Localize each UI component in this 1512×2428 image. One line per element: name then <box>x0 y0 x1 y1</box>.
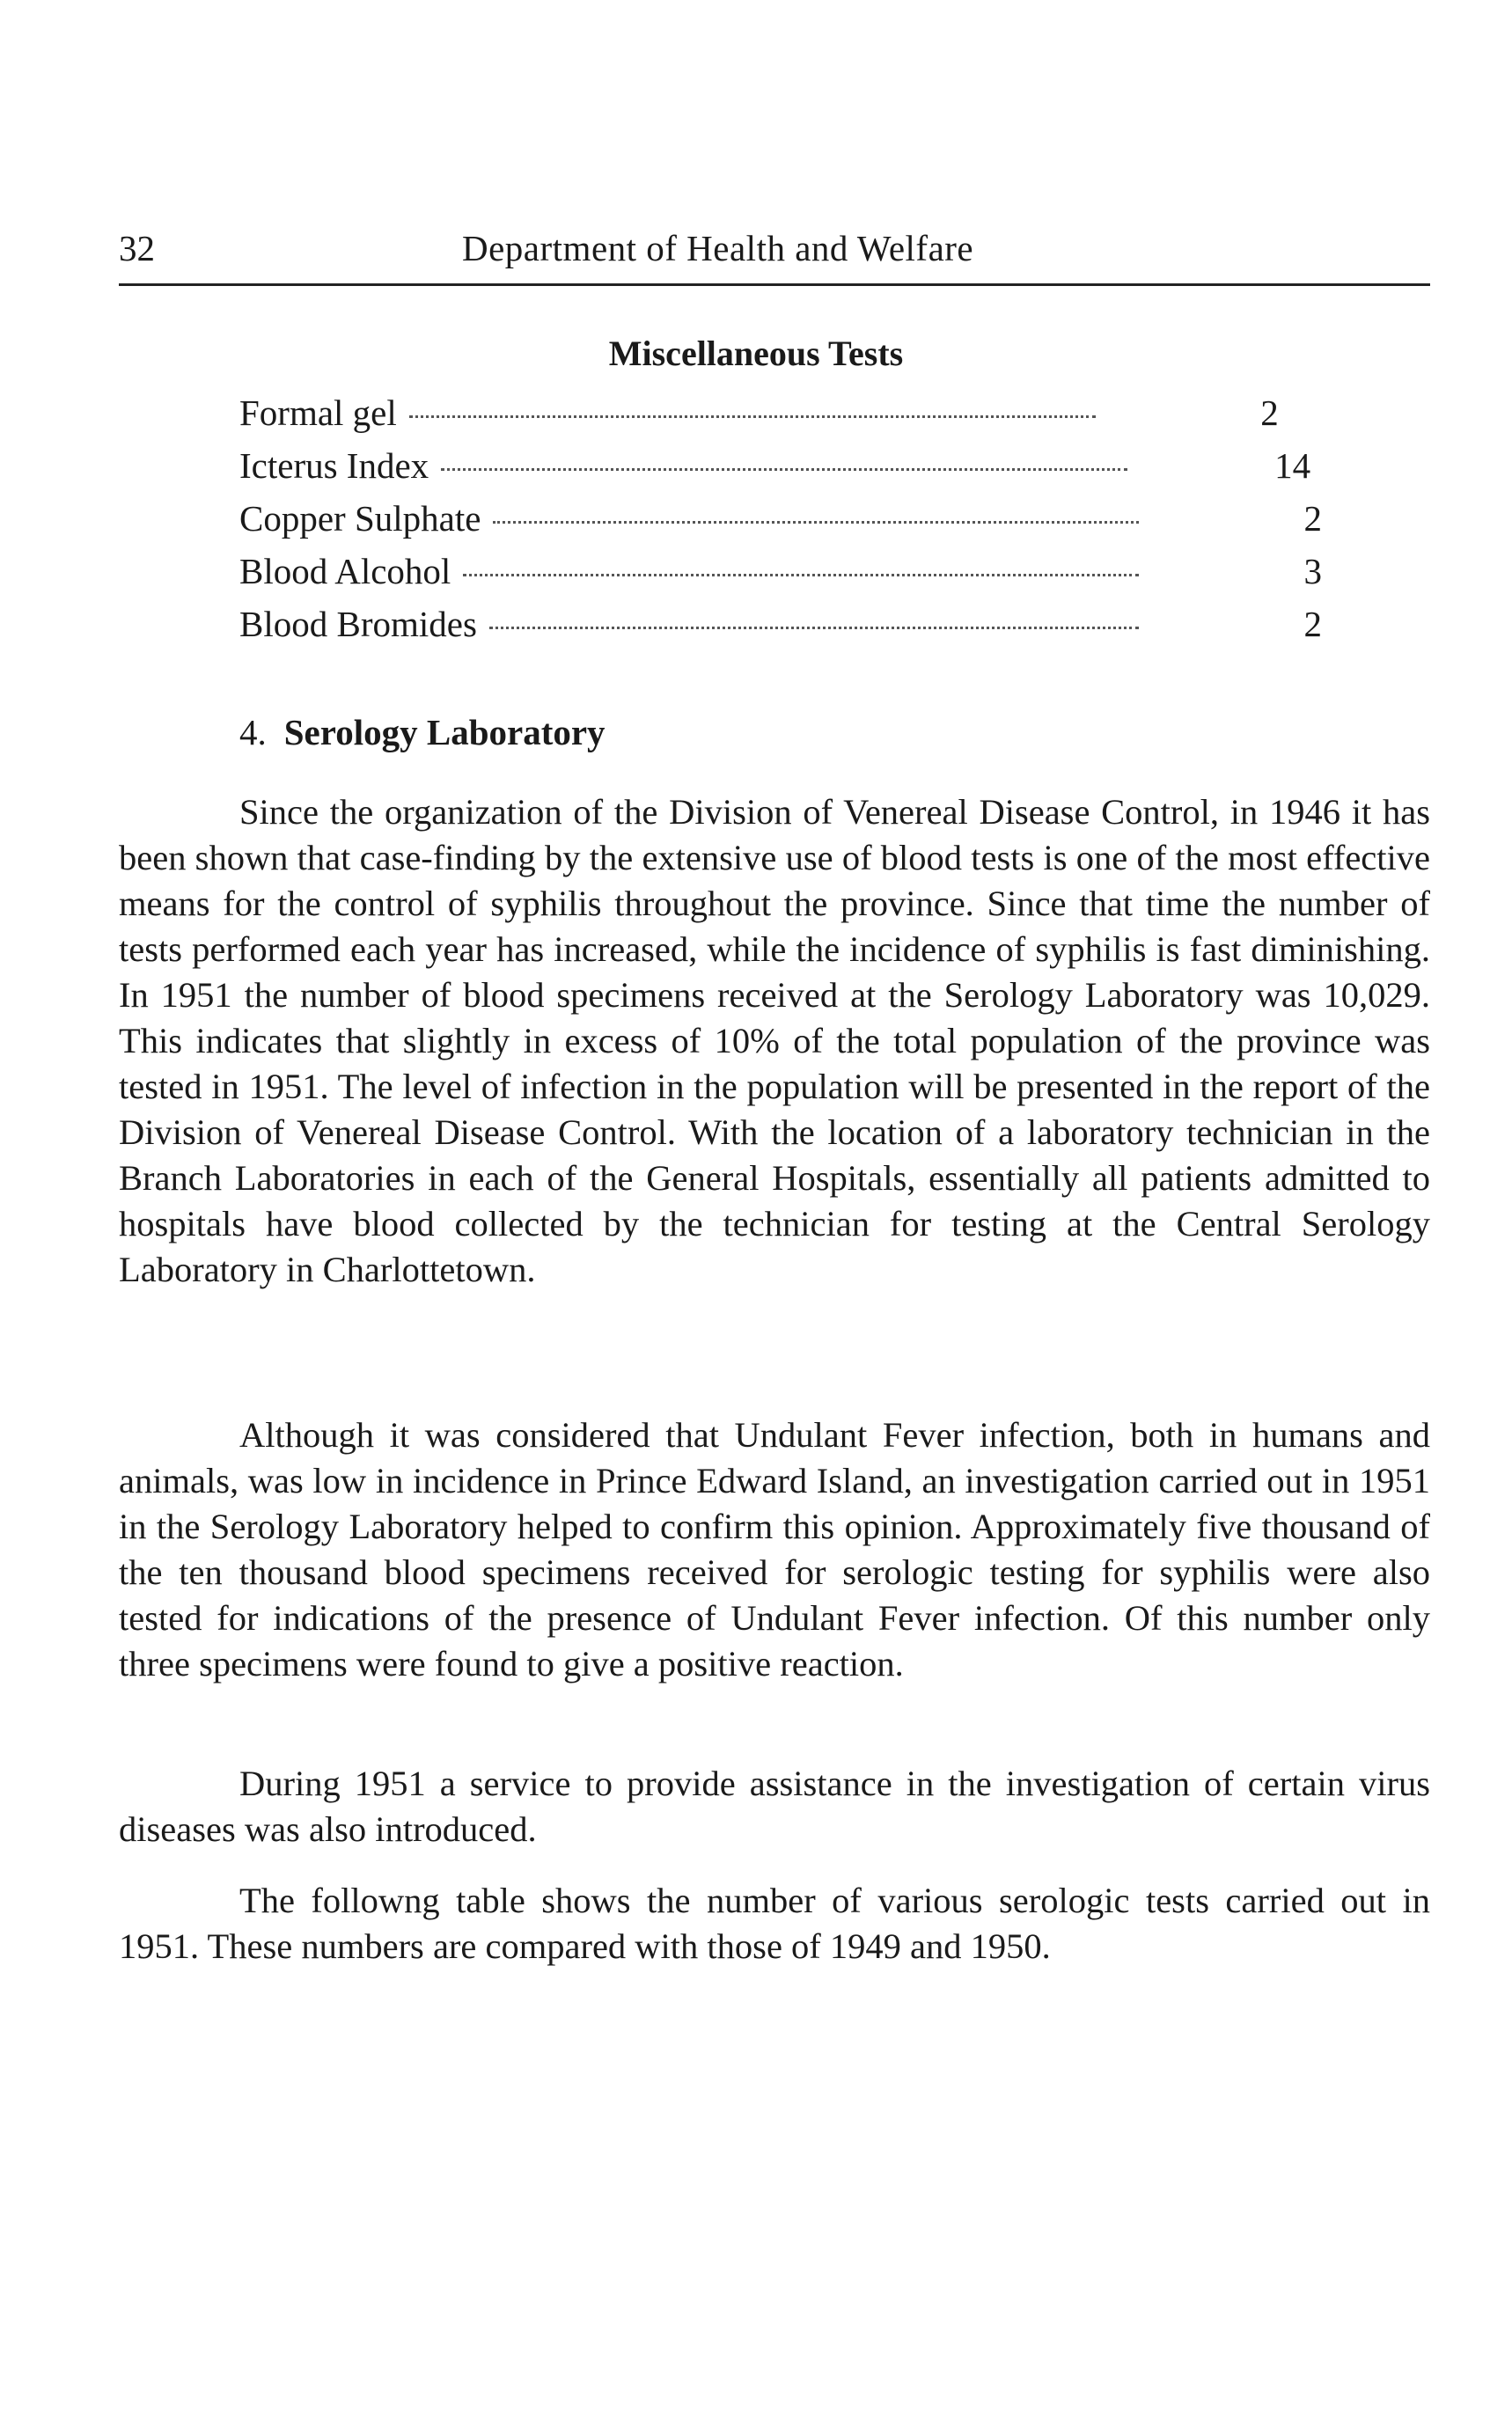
test-count: 14 <box>1274 445 1311 486</box>
test-name: Copper Sulphate <box>239 498 481 539</box>
list-item <box>239 497 1322 550</box>
test-count: 2 <box>1260 392 1279 433</box>
dot-leader <box>489 627 1139 629</box>
list-item <box>239 603 1322 656</box>
test-count: 2 <box>1303 604 1322 644</box>
paragraph: Although it was considered that Undulant Fever infection, both in humans and animals, was low in incidence in Prince Edward Island, an investigation carried out in 1951 in the Serology Laboratory helped to confirm this opinion. Approximately five thousand of the ten thousand blood specimens received for serologic testing for syphilis were also tested for indications of the presence of Undulant Fever infection. Of this number only three specimens were found to give a positive reaction. <box>119 1415 1430 1683</box>
running-title: Department of Health and Welfare <box>462 228 974 268</box>
header-rule <box>119 283 1430 286</box>
dot-leader <box>463 574 1139 576</box>
test-name: Formal gel <box>239 392 397 433</box>
section-heading <box>239 711 606 753</box>
page-number: 32 <box>119 228 155 268</box>
paragraph: During 1951 a service to provide assistance in the investigation of certain virus diseases was also introduced. <box>119 1764 1430 1849</box>
test-count: 3 <box>1303 551 1322 591</box>
list-item <box>239 392 1322 444</box>
misc-tests-list <box>239 392 1322 656</box>
test-name: Blood Alcohol <box>239 551 451 591</box>
list-item <box>239 444 1322 497</box>
page-header <box>119 227 1430 289</box>
section-title: Serology Laboratory <box>283 712 606 752</box>
list-item <box>239 550 1322 603</box>
dot-leader <box>493 521 1139 524</box>
dot-leader <box>409 415 1096 418</box>
test-name: Blood Bromides <box>239 604 477 644</box>
test-name: Icterus Index <box>239 445 429 486</box>
misc-tests-title: Miscellaneous Tests <box>608 334 904 373</box>
paragraph: Since the organization of the Division of Venereal Disease Control, in 1946 it has been shown that case-finding by the extensive use of blood tests is one of the most effective means for the control of syphilis throughout the province. Since that time the number of tests performed each year has increased, while the incidence of syphilis is fast diminishing. In 1951 the number of blood specimens received at the Serology Laboratory was 10,029. This indicates that slightly in excess of 10% of the total population of the province was tested in 1951. The level of infection in the population will be presented in the report of the Division of Venereal Disease Control. With the location of a laboratory technician in the Branch Laboratories in each of the General Hospitals, essentially all patients admitted to hospitals have blood collected by the technician for testing at the Central Serology Laboratory in Charlottetown. <box>119 792 1430 1289</box>
dot-leader <box>441 468 1127 471</box>
paragraph: The followng table shows the number of various serologic tests carried out in 1951. These numbers are compared with those of 1949 and 1950. <box>119 1881 1430 1966</box>
test-count: 2 <box>1303 498 1322 539</box>
section-number: 4. <box>239 712 267 752</box>
